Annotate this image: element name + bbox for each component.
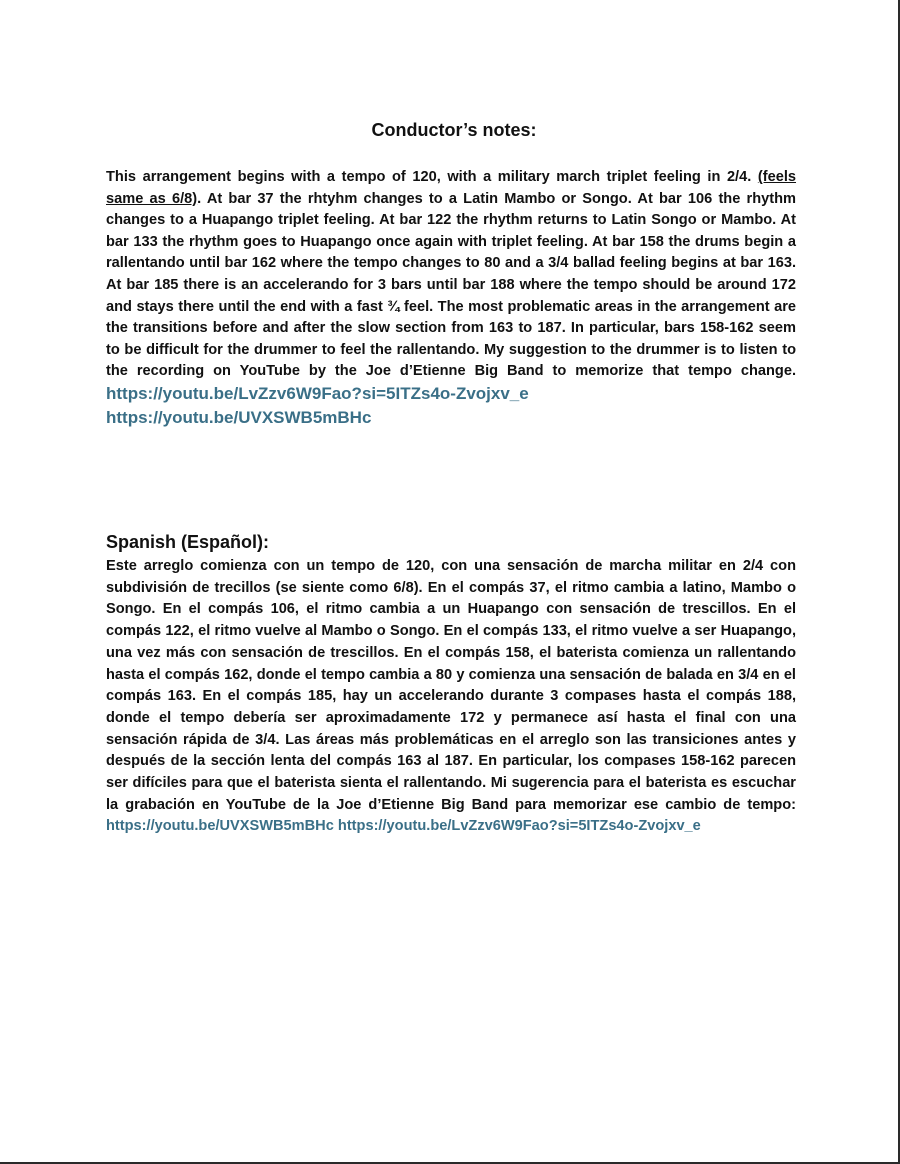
youtube-link-es-1[interactable]: https://youtu.be/UVXSWB5mBHc <box>106 818 334 835</box>
spanish-notes <box>106 556 796 838</box>
youtube-link-es-2[interactable]: https://youtu.be/LvZzv6W9Fao?si=5ITZs4o-Zvojxv_e <box>337 818 701 835</box>
spanish-heading: Spanish (Español): <box>106 532 270 552</box>
page-title: Conductor’s notes: <box>371 120 537 140</box>
spanish-text: Este arreglo comienza con un tempo de 120, con una sensación de marcha militar en 2/4 con subdivisión de trecillos (se siente como 6/8). En el compás 37, el ritmo cambia a latino, Mambo o Songo. En el compás 106, el ritmo cambia a un Huapango con sensación de trescillos. En el compás 122, el ritmo vuelve al Mambo o Songo. En el compás 133, el ritmo vuelve a ser Huapango, una vez más con sensación de trescillos. En el compás 158, el baterista comienza un rallentando hasta el compás 162, donde el tempo cambia a 80 y comienza una sensación de balada en 3/4 en el compás 163. En el compás 185, hay un accelerando durante 3 compases hasta el compás 188, donde el tempo debería ser aproximadamente 172 y permanece así hasta el final con una sensación rápida de 3/4. Las áreas más problemáticas en el arreglo son las transiciones antes y después de la sección lenta del compás 163 al 187. En particular, los compases 158-162 parecen ser difíciles para que el baterista sienta el rallentando. Mi sugerencia para el baterista es escuchar la grabación en YouTube de la Joe d’Etienne Big Band para memorizar ese cambio de tempo: <box>106 558 796 813</box>
english-text-underlined: (feels same as 6/8) <box>106 169 797 207</box>
english-text-main: . At bar 37 the rhtyhm changes to a Latin Mambo or Songo. At bar 106 the rhythm changes to a Huapango triplet feeling. At bar 122 the rhythm returns to Latin Songo or Mambo. At bar 133 the rhythm goes to Huapango once again with triplet feeling. At bar 158 the drums begin a rallentando until bar 162 where the tempo changes to 80 and a 3/4 ballad feeling begins at bar 163. At bar 185 there is an accelerando for 3 bars until bar 188 where the tempo should be around 172 and stays there until the end with a fast ¾ feel. The most problematic areas in the arrangement are the transitions before and after the slow section from 163 to 187. In particular, bars 158-162 seem to be difficult for the drummer to feel the rallentando. My suggestion to the drummer is to listen to the recording on YouTube by the Joe d’Etienne Big Band to memorize that tempo change. <box>106 190 796 380</box>
youtube-link-2[interactable]: https://youtu.be/UVXSWB5mBHc <box>106 407 372 427</box>
youtube-link-1[interactable]: https://youtu.be/LvZzv6W9Fao?si=5ITZs4o-Zvojxv_e <box>106 383 529 403</box>
english-notes <box>106 167 796 430</box>
english-text-intro: This arrangement begins with a tempo of 120, with a military march triplet feeling in 2/4. <box>106 169 752 185</box>
